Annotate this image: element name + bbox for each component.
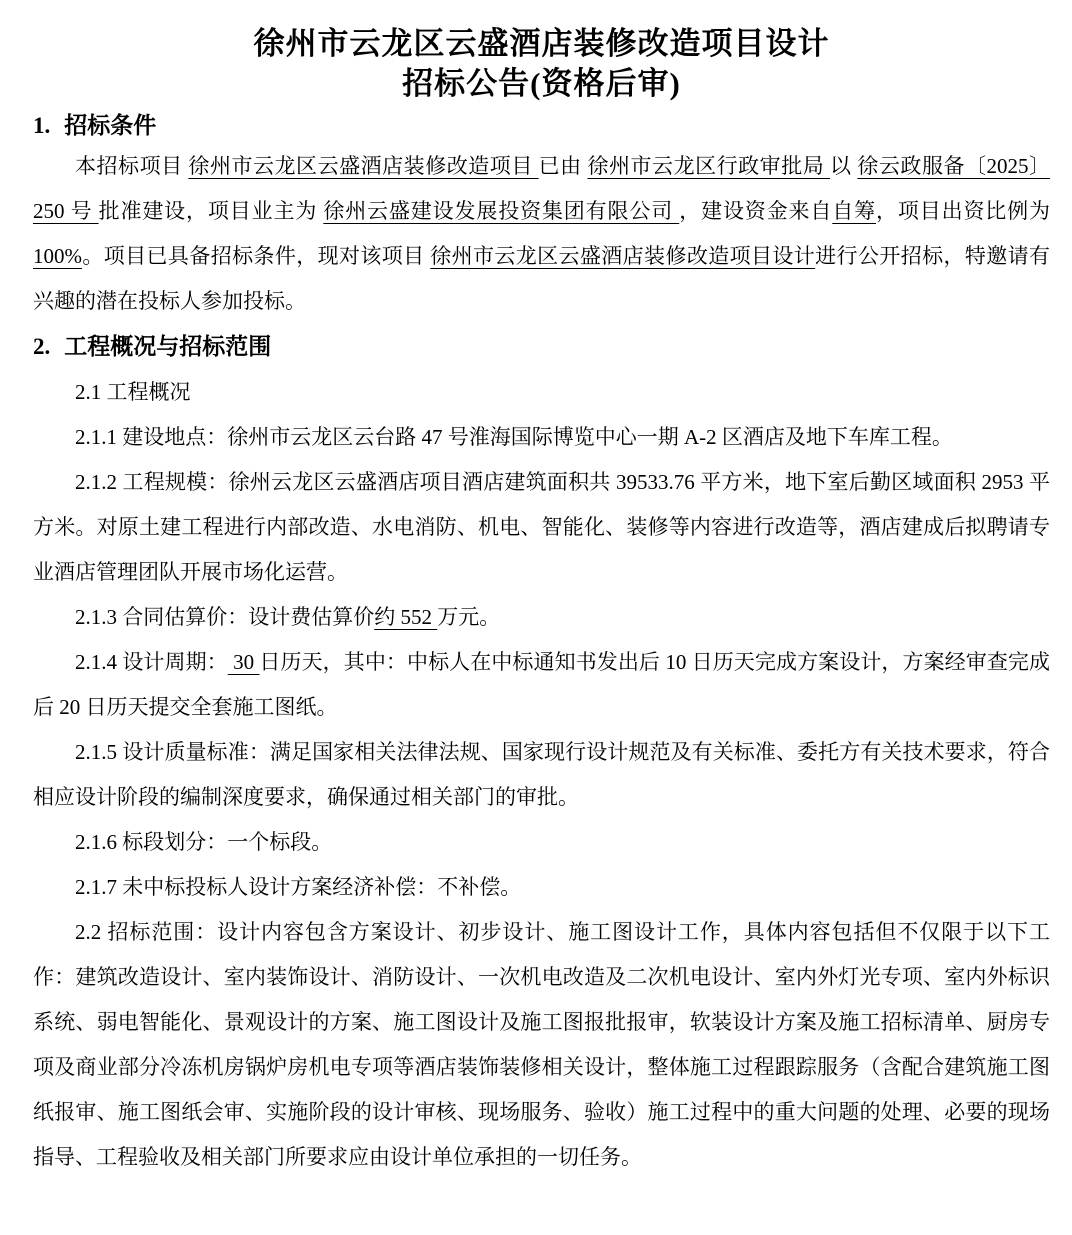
document-title-line1: 徐州市云龙区云盛酒店装修改造项目设计 [253,26,830,61]
section-2-number: 2. [33,334,51,359]
paragraph-2-1-4-design-period [33,640,1050,730]
paragraph-2-1-project-overview [33,370,1050,415]
paragraph-2-1-5-quality-standard [33,730,1050,820]
paragraph-2-1-3-estimated-price [33,595,1050,640]
section-1-number: 1. [33,113,51,138]
paragraph-2-1-1-location [33,415,1050,460]
text-run: 批准建设，项目业主为 [98,199,324,223]
paragraph-2-1-6-bid-sections [33,820,1050,865]
text-run: 2.2 招标范围：设计内容包含方案设计、初步设计、施工图设计工作，具体内容包括但不仅限于以下工作：建筑改造设计、室内装饰设计、消防设计、一次机电改造及二次机电设计、室内外灯光专项、室内外标识系统、弱电智能化、景观设计的方案、施工图设计及施工图报批报审，软装设计方案及施工招标清单、厨房专项及商业部分冷冻机房锅炉房机电专项等酒店装饰装修相关设计，整体施工过程跟踪服务（含配合建筑施工图纸报审、施工图纸会审、实施阶段的设计审核、现场服务、验收）施工过程中的重大问题的处理、必要的现场指导、工程验收及相关部门所要求应由设计单位承担的一切任务。 [33,920,1050,1169]
text-run: 2.1.4 设计周期： [75,650,228,674]
underlined-text-run: 徐云政服备〔2025〕250 号 [33,154,1051,223]
text-run: ，项目出资比例为 [876,199,1051,223]
text-run: 以 [830,154,858,178]
paragraph-2-1-7-compensation [33,865,1050,910]
underlined-text-run: 约 552 [374,605,438,629]
underlined-text-run: 自筹 [832,199,876,223]
text-run: 2.1 工程概况 [75,380,191,404]
text-run: 万元。 [437,605,501,629]
text-run: 2.1.2 工程规模：徐州云龙区云盛酒店项目酒店建筑面积共 39533.76 平方米，地下室后勤区域面积 2953 平方米。对原土建工程进行内部改造、水电消防、机电、智能化、装修等内容进行改造等，酒店建成后拟聘请专业酒店管理团队开展市场化运营。 [33,470,1050,584]
underlined-text-run: 100% [33,244,82,268]
underlined-text-run: 徐州市云龙区云盛酒店装修改造项目 [188,154,539,178]
paragraph-tender-conditions [33,144,1050,324]
underlined-text-run: 徐州市云龙区行政审批局 [587,154,831,178]
text-run: 2.1.5 设计质量标准：满足国家相关法律法规、国家现行设计规范及有关标准、委托方有关技术要求，符合相应设计阶段的编制深度要求，确保通过相关部门的审批。 [33,740,1050,809]
text-run: 2.1.1 建设地点：徐州市云龙区云台路 47 号淮海国际博览中心一期 A-2 区酒店及地下车库工程。 [75,425,953,449]
text-run: 。项目已具备招标条件，现对该项目 [82,244,431,268]
text-run: 本招标项目 [75,154,189,178]
section-2-title: 工程概况与招标范围 [64,334,272,359]
text-run: 已由 [538,154,588,178]
section-1-title: 招标条件 [64,113,157,138]
text-run: 2.1.6 标段划分：一个标段。 [75,830,333,854]
underlined-text-run: 徐州市云龙区云盛酒店装修改造项目设计 [430,244,816,268]
text-run: 日历天，其中：中标人在中标通知书发出后 10 日历天完成方案设计，方案经审查完成后 20 日历天提交全套施工图纸。 [33,650,1051,719]
section-2-heading [33,324,1050,370]
paragraph-2-2-tender-scope [33,910,1050,1180]
paragraph-2-1-2-scale [33,460,1050,595]
section-1-heading [33,108,1050,144]
text-run: ，建设资金来自 [679,199,833,223]
text-run: 进行公开招标，特邀请有兴趣的潜在投标人参加投标。 [33,244,1051,313]
underlined-text-run: 30 [227,650,260,674]
document-title-line2: 招标公告(资格后审) [402,66,681,101]
text-run: 2.1.3 合同估算价：设计费估算价 [75,605,375,629]
underlined-text-run: 徐州云盛建设发展投资集团有限公司 [323,199,680,223]
text-run: 2.1.7 未中标投标人设计方案经济补偿：不补偿。 [75,875,522,899]
